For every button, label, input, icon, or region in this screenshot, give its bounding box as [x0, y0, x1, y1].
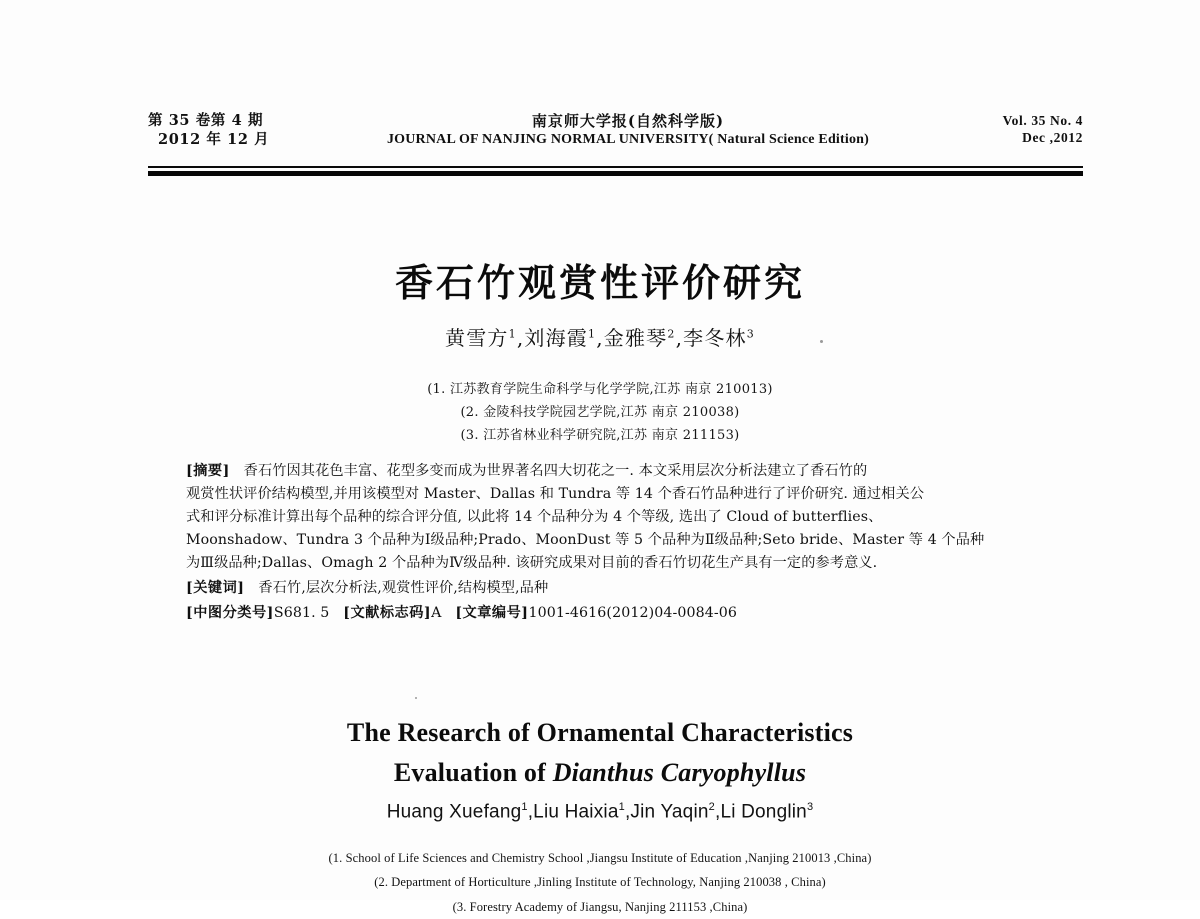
affiliation-line-en: (3. Forestry Academy of Jiangsu, Nanjing 211153 ,China) [452, 899, 748, 914]
author-affil-marker: 1 [521, 801, 528, 813]
authors-en: Huang Xuefang$^1$,Liu Haixia$^1$,Jin Yaqin$^2$,Li Donglin$^3$ [386, 801, 814, 823]
author-affil-marker: 1 [508, 327, 517, 341]
author-affil-marker: 3 [746, 327, 755, 341]
scan-speck [415, 697, 417, 699]
authors-cn: 黄雪方$^1$,刘海霞$^1$,金雅琴$^2$,李冬林$^3$ [445, 326, 755, 350]
affiliations-cn [0, 378, 1200, 447]
title-en-line-2 [0, 753, 1200, 793]
abstract-first-line [186, 460, 1032, 483]
title-en-prefix: Evaluation of [393, 757, 553, 787]
abstract-text-line: 观赏性状评价结构模型,并用该模型对 Master、Dallas 和 Tundra 等 14 个香石竹品种进行了评价研究. 通过相关公 [186, 486, 925, 502]
affiliations-en [0, 846, 1200, 919]
journal-name-cn: 南京师大学报(自然科学版) [531, 112, 725, 130]
volume-issue-en: Vol. 35 No. 4 [1002, 113, 1083, 128]
author-affil-marker: 2 [708, 801, 715, 813]
journal-name-en: JOURNAL OF NANJING NORMAL UNIVERSITY( Natural Science Edition) [386, 132, 870, 148]
keywords-label: [关键词] [186, 580, 245, 596]
abstract-block [186, 460, 1032, 625]
masthead-center [348, 112, 908, 149]
affiliation-line: (2. 金陵科技学院园艺学院,江苏 南京 210038) [460, 405, 740, 421]
article-id-value: 1001-4616(2012)04-0084-06 [528, 605, 738, 621]
document-code-label: [文献标志码] [343, 605, 432, 621]
abstract-text-line: 式和评分标准计算出每个品种的综合评分值, 以此将 14 个品种分为 4 个等级, 选出了 Cloud of butterflies、 [186, 509, 883, 525]
document-code-value: A [431, 605, 442, 621]
affiliation-line: (3. 江苏省林业科学研究院,江苏 南京 211153) [460, 428, 740, 444]
issue-date-cn: 2012 年 12 月 [158, 130, 270, 148]
abstract-text-line: 香石竹因其花色丰富、花型多变而成为世界著名四大切花之一. 本文采用层次分析法建立了香石竹的 [243, 463, 868, 479]
keywords-value: 香石竹,层次分析法,观赏性评价,结构模型,品种 [258, 580, 549, 596]
issue-date-en: Dec ,2012 [1022, 130, 1083, 146]
author-name: 李冬林 [683, 326, 747, 350]
affiliation-line-en: (2. Department of Horticulture ,Jinling Institute of Technology, Nanjing 210038 , China) [374, 875, 826, 890]
clc-label: [中图分类号] [186, 605, 274, 621]
masthead-right [908, 112, 1083, 147]
masthead-rule-thin [148, 166, 1083, 168]
masthead-left [148, 112, 348, 149]
classification-line [186, 602, 1032, 625]
species-name: Dianthus Caryophyllus [552, 757, 807, 787]
author-affil-marker: 1 [618, 801, 625, 813]
abstract-text-line: Moonshadow、Tundra 3 个品种为Ⅰ级品种;Prado、MoonDust 等 5 个品种为Ⅱ级品种;Seto bride、Master 等 4 个品种 [186, 532, 985, 548]
author-name-en: Huang Xuefang [386, 801, 522, 823]
article-title-en [0, 713, 1200, 792]
clc-value: S681. 5 [273, 605, 330, 621]
author-affil-marker: 3 [806, 801, 814, 813]
author-name: 金雅琴 [603, 326, 668, 350]
author-affil-marker: 2 [667, 327, 676, 341]
author-name-en: Liu Haixia [533, 801, 619, 823]
article-title-cn: 香石竹观赏性评价研究 [394, 260, 805, 305]
volume-issue-cn: 第 35 卷第 4 期 [148, 112, 264, 129]
affiliation-line-en: (1. School of Life Sciences and Chemistry School ,Jiangsu Institute of Education ,Nanjing 210013 ,China) [328, 851, 872, 865]
author-name: 刘海霞 [524, 326, 589, 350]
abstract-text-line: 为Ⅲ级品种;Dallas、Omagh 2 个品种为Ⅳ级品种. 该研究成果对目前的香石竹切花生产具有一定的参考意义. [186, 555, 878, 571]
masthead-rule-thick [148, 171, 1083, 176]
keywords-line [186, 577, 1032, 600]
masthead-row-1 [148, 112, 1083, 149]
author-name-en: Jin Yaqin [630, 801, 709, 823]
author-name: 黄雪方 [445, 326, 509, 350]
author-affil-marker: 1 [588, 327, 597, 341]
abstract-label: [摘要] [186, 463, 230, 479]
title-en-line-1: The Research of Ornamental Characteristics [346, 718, 854, 747]
article-id-label: [文章编号] [455, 605, 529, 621]
affiliation-line: (1. 江苏教育学院生命科学与化学学院,江苏 南京 210013) [427, 382, 773, 397]
author-name-en: Li Donglin [720, 801, 807, 823]
scan-speck [820, 340, 823, 343]
masthead [148, 112, 1083, 149]
